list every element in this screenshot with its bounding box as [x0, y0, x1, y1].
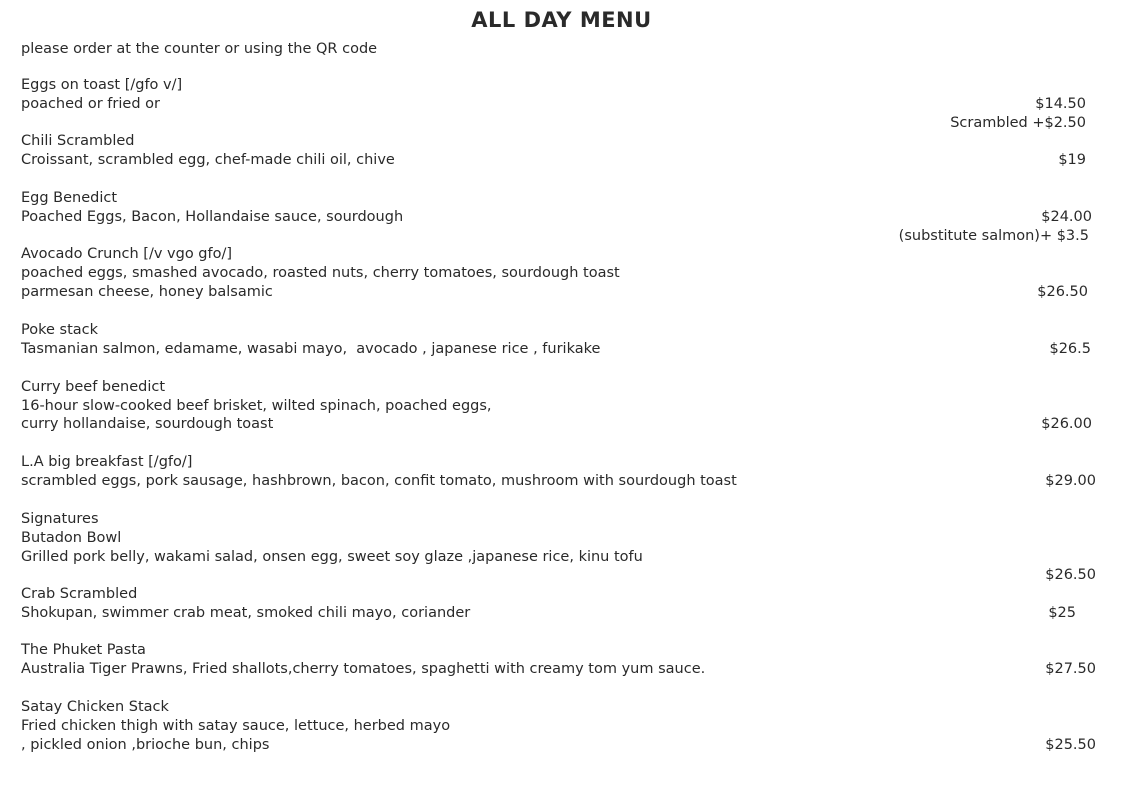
item-name: Butadon Bowl — [21, 530, 122, 546]
item-desc: 16-hour slow-cooked beef brisket, wilted spinach, poached eggs, — [21, 398, 492, 414]
item-desc: poached eggs, smashed avocado, roasted nuts, cherry tomatoes, sourdough toast — [21, 265, 620, 281]
item-name: Avocado Crunch [/v vgo gfo/] — [21, 246, 233, 262]
item-desc: Shokupan, swimmer crab meat, smoked chili mayo, coriander — [21, 605, 471, 621]
item-price: $26.50 — [1045, 567, 1096, 583]
item-price: $25.50 — [1045, 737, 1096, 753]
item-price: $26.5 — [1049, 341, 1091, 357]
item-desc: Poached Eggs, Bacon, Hollandaise sauce, sourdough — [21, 209, 404, 225]
item-name: Satay Chicken Stack — [21, 699, 169, 715]
item-desc: , pickled onion ,brioche bun, chips — [21, 737, 270, 753]
item-name: Curry beef benedict — [21, 379, 166, 395]
item-desc: Tasmanian salmon, edamame, wasabi mayo, avocado , japanese rice , furikake — [21, 341, 601, 357]
item-price: $19 — [1058, 152, 1086, 168]
item-price: $29.00 — [1045, 473, 1096, 489]
item-desc: Grilled pork belly, wakami salad, onsen egg, sweet soy glaze ,japanese rice, kinu tofu — [21, 549, 643, 565]
item-price: $25 — [1048, 605, 1076, 621]
item-extra: (substitute salmon)+ $3.5 — [898, 228, 1089, 244]
item-name: L.A big breakfast [/gfo/] — [21, 454, 193, 470]
menu-subtitle: please order at the counter or using the QR code — [21, 41, 378, 57]
item-desc: curry hollandaise, sourdough toast — [21, 416, 274, 432]
item-price: $26.00 — [1041, 416, 1092, 432]
item-desc: parmesan cheese, honey balsamic — [21, 284, 273, 300]
item-name: Eggs on toast [/gfo v/] — [21, 77, 183, 93]
item-extra: Scrambled +$2.50 — [950, 115, 1086, 131]
item-name: The Phuket Pasta — [21, 642, 146, 658]
item-desc: Australia Tiger Prawns, Fried shallots,cherry tomatoes, spaghetti with creamy tom yum sauce. — [21, 661, 706, 677]
section-heading: Signatures — [21, 511, 99, 527]
item-price: $24.00 — [1041, 209, 1092, 225]
item-desc: Croissant, scrambled egg, chef-made chili oil, chive — [21, 152, 395, 168]
item-name: Egg Benedict — [21, 190, 118, 206]
item-desc: poached or fried or — [21, 96, 160, 112]
item-name: Crab Scrambled — [21, 586, 138, 602]
item-price: $14.50 — [1035, 96, 1086, 112]
item-name: Chili Scrambled — [21, 133, 135, 149]
item-name: Poke stack — [21, 322, 99, 338]
menu-title: ALL DAY MENU — [471, 8, 652, 32]
item-price: $26.50 — [1037, 284, 1088, 300]
item-price: $27.50 — [1045, 661, 1096, 677]
item-desc: scrambled eggs, pork sausage, hashbrown, bacon, confit tomato, mushroom with sourdough toast — [21, 473, 737, 489]
item-desc: Fried chicken thigh with satay sauce, lettuce, herbed mayo — [21, 718, 451, 734]
